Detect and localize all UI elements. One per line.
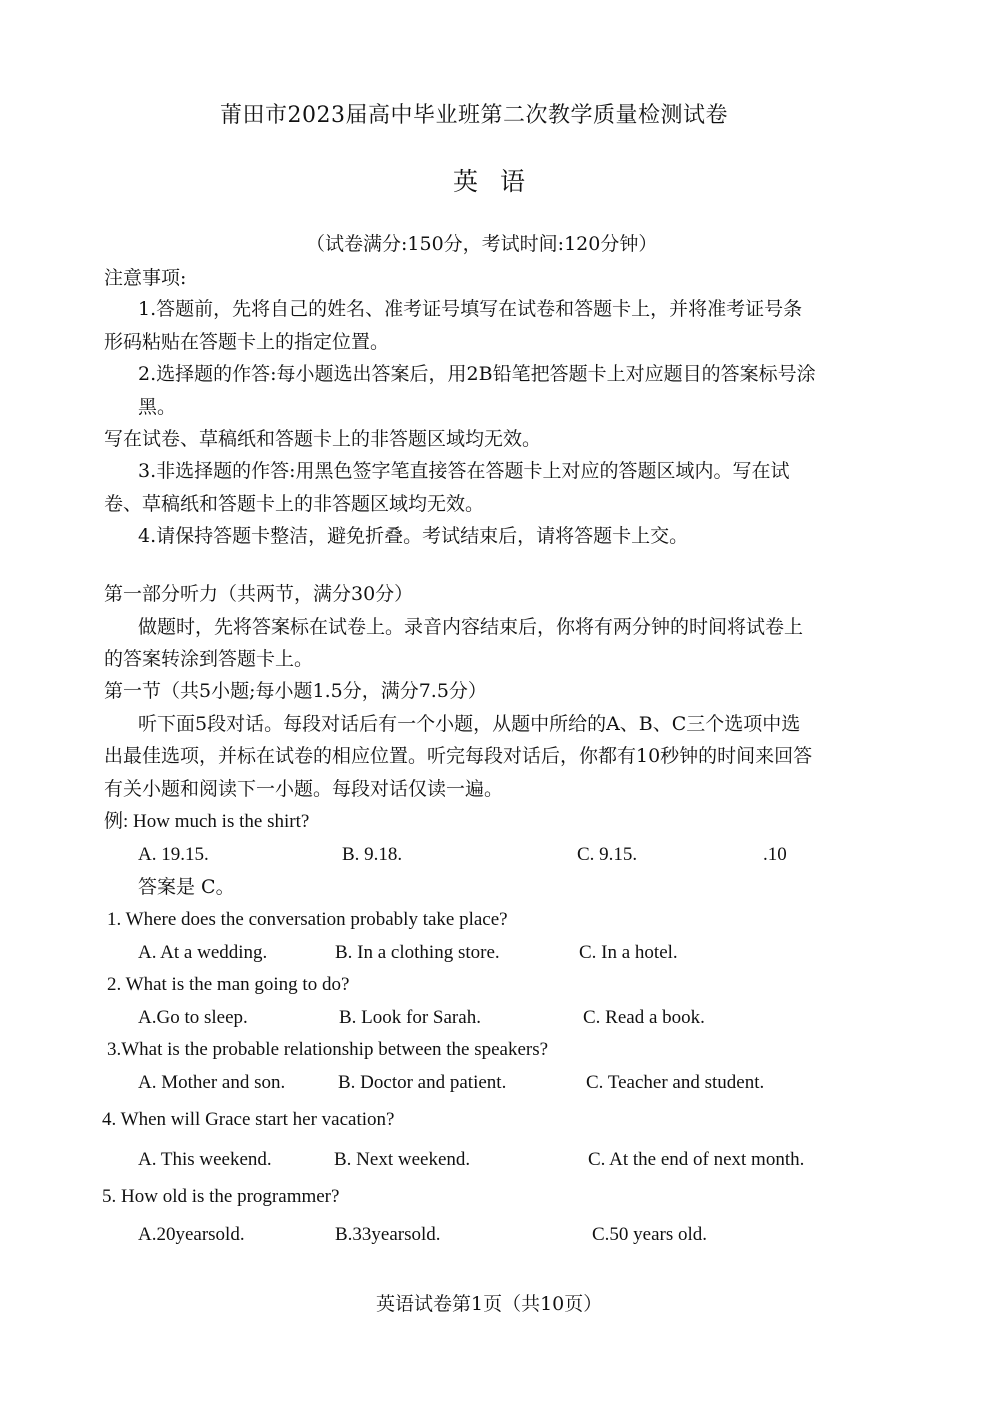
question-5: 5. How old is the programmer?	[102, 1186, 340, 1207]
part1-heading: 第一部分听力（共两节，满分30分）	[104, 583, 414, 605]
question-1: 1. Where does the conversation probably take place?	[107, 909, 508, 930]
example-option: B. 9.18.	[342, 844, 403, 865]
part1-intro-line: 的答案转涂到答题卡上。	[104, 648, 314, 670]
option-b: B. Look for Sarah.	[339, 1007, 481, 1028]
notes-line: 形码粘贴在答题卡上的指定位置。	[104, 331, 390, 353]
notes-line: 4.请保持答题卡整洁，避免折叠。考试结束后，请将答题卡上交。	[138, 525, 689, 547]
option-a: A. This weekend.	[138, 1149, 272, 1170]
notes-line: 写在试卷、草稿纸和答题卡上的非答题区域均无效。	[104, 428, 542, 450]
notes-heading: 注意事项:	[104, 267, 187, 289]
part1-intro-line: 做题时，先将答案标在试卷上。录音内容结束后，你将有两分钟的时间将试卷上	[138, 616, 804, 638]
notes-line: 3.非选择题的作答:用黑色签字笔直接答在答题卡上对应的答题区域内。写在试	[138, 460, 790, 482]
option-a: A. At a wedding.	[138, 942, 268, 963]
example-option: .10	[763, 844, 787, 865]
question-3: 3.What is the probable relationship between the speakers?	[107, 1039, 549, 1060]
option-a: A. Mother and son.	[138, 1072, 286, 1093]
question-4: 4. When will Grace start her vacation?	[102, 1109, 395, 1130]
option-b: B. Doctor and patient.	[338, 1072, 507, 1093]
notes-line: 2.选择题的作答:每小题选出答案后，用2B铅笔把答题卡上对应题目的答案标号涂	[138, 363, 816, 385]
example-option: C. 9.15.	[577, 844, 638, 865]
section1-intro-line: 出最佳选项，并标在试卷的相应位置。听完每段对话后，你都有10秒钟的时间来回答	[104, 745, 813, 767]
option-c: C. Teacher and student.	[586, 1072, 765, 1093]
example-answer: 答案是 C。	[138, 876, 235, 898]
option-c: C.50 years old.	[592, 1224, 708, 1245]
section1-heading: 第一节（共5小题;每小题1.5分，满分7.5分）	[104, 680, 487, 702]
notes-line: 卷、草稿纸和答题卡上的非答题区域均无效。	[104, 493, 485, 515]
page-title: 莆田市2023届高中毕业班第二次教学质量检测试卷	[220, 103, 728, 128]
notes-line: 黑。	[138, 396, 177, 418]
option-b: B. Next weekend.	[334, 1149, 471, 1170]
option-b: B.33yearsold.	[335, 1224, 441, 1245]
page-footer: 英语试卷第1页（共10页）	[376, 1293, 603, 1315]
option-c: C. Read a book.	[583, 1007, 705, 1028]
section1-intro-line: 有关小题和阅读下一小题。每段对话仅读一遍。	[104, 778, 504, 800]
section1-intro-line: 听下面5段对话。每段对话后有一个小题，从题中所给的A、B、C三个选项中选	[138, 713, 801, 735]
example-question: 例: How much is the shirt?	[104, 811, 310, 832]
question-2: 2. What is the man going to do?	[107, 974, 350, 995]
option-b: B. In a clothing store.	[335, 942, 500, 963]
option-c: C. In a hotel.	[579, 942, 678, 963]
option-c: C. At the end of next month.	[588, 1149, 805, 1170]
subject-title: 英语	[453, 167, 548, 196]
option-a: A.20yearsold.	[138, 1224, 245, 1245]
example-option: A. 19.15.	[138, 844, 209, 865]
option-a: A.Go to sleep.	[138, 1007, 248, 1028]
notes-line: 1.答题前，先将自己的姓名、准考证号填写在试卷和答题卡上，并将准考证号条	[138, 298, 803, 320]
exam-info: （试卷满分:150分，考试时间:120分钟）	[306, 233, 658, 255]
